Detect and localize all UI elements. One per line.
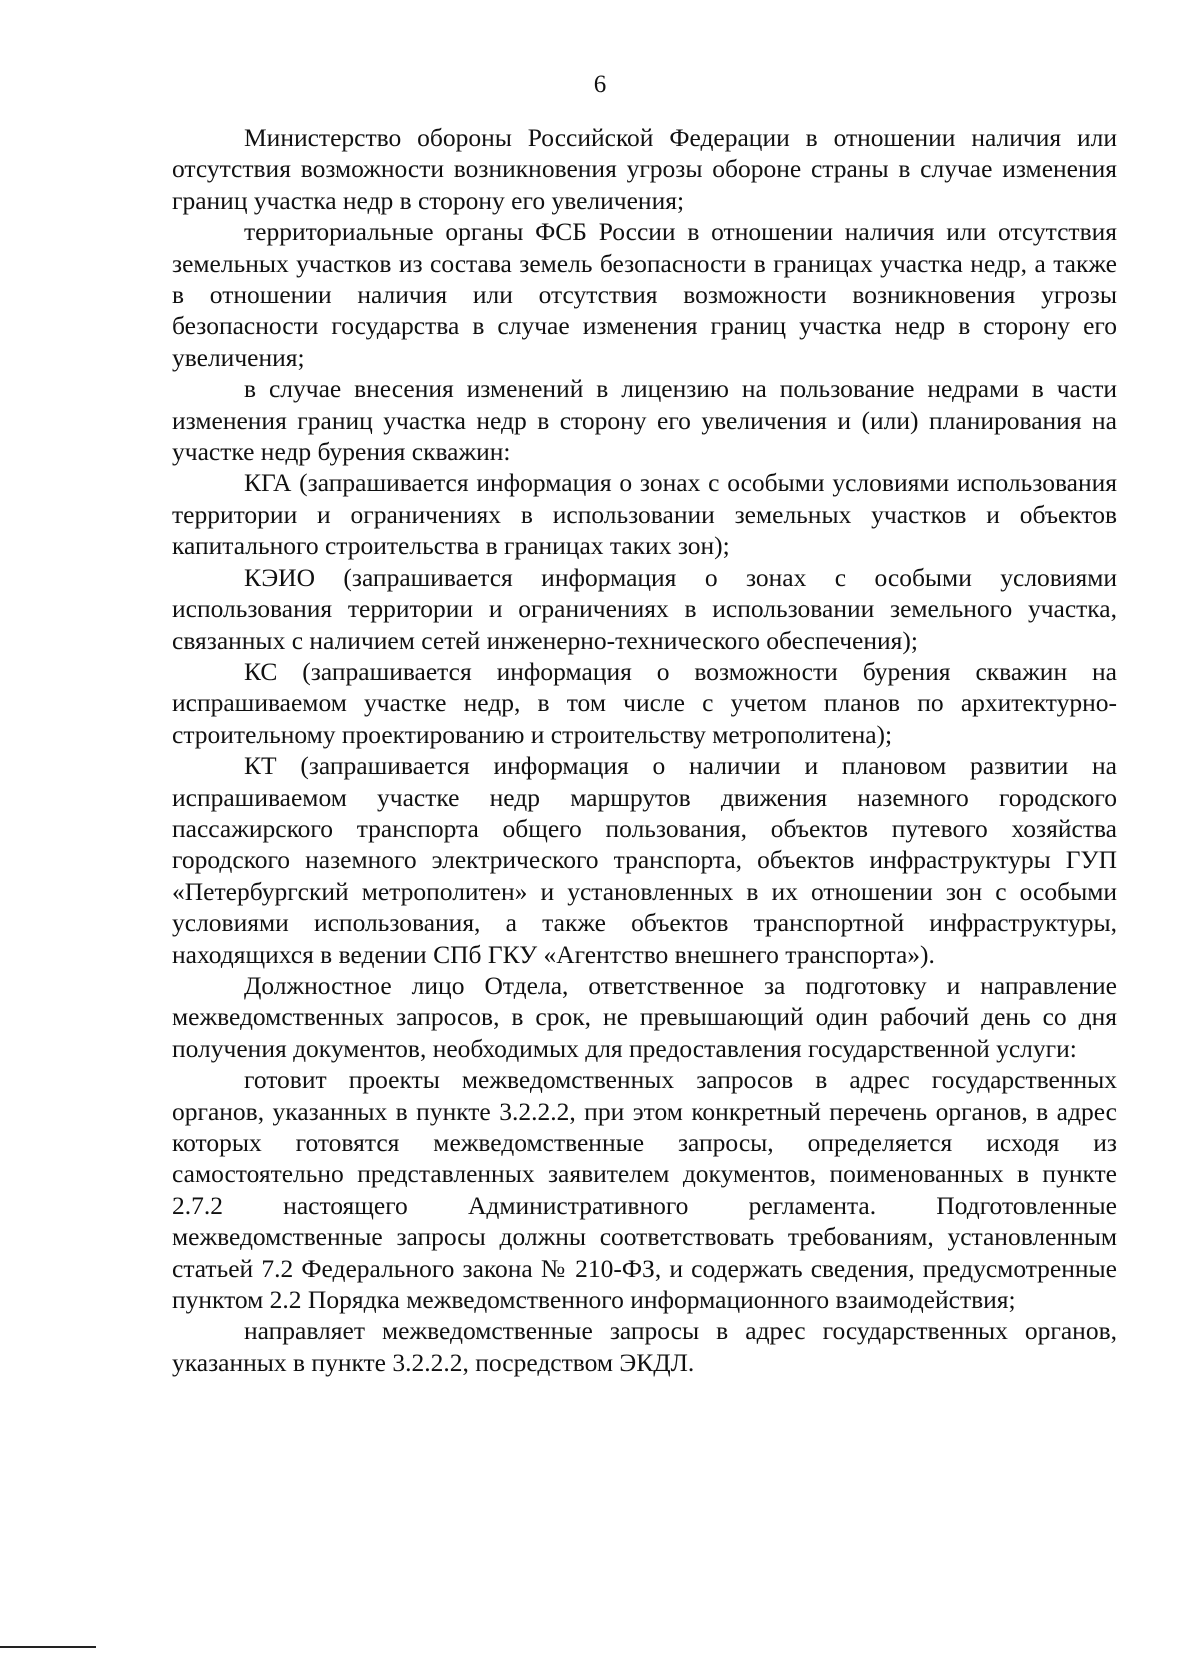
page-number: 6 bbox=[593, 71, 607, 98]
paragraph-official: Должностное лицо Отдела, ответственное за подготовку и направление межведомственных запросов, в срок, не превышающий один рабочий день со дня получения документов, необходимых для предоставления государственной услуги: bbox=[172, 970, 1117, 1063]
paragraph-ministry-of-defense: Министерство обороны Российской Федерации в отношении наличия или отсутствия возможности возникновения угрозы обороне страны в случае изменения границ участка недр в сторону его увеличения; bbox=[172, 123, 1117, 215]
paragraph-license-changes: в случае внесения изменений в лицензию на пользование недрами в части изменения границ участка недр в сторону его увеличения и (или) планирования на участке недр бурения скважин: bbox=[172, 374, 1117, 467]
paragraph-kt: КТ (запрашивается информация о наличии и плановом развитии на испрашиваемом участке недр маршрутов движения наземного городского пассажирского транспорта общего пользования, объектов путевого хозяйства городского наземного электрического транспорта, объектов инфраструктуры ГУП «Петербургский метрополитен» и установленных в их отношении зон с особыми условиями использования, а также объектов транспортной инфраструктуры, находящихся в ведении СПб ГКУ «Агентство внешнего транспорта»). bbox=[172, 751, 1117, 969]
scan-edge-mark bbox=[0, 1646, 96, 1648]
document-body bbox=[172, 122, 1117, 1378]
paragraph-ks: КС (запрашивается информация о возможности бурения скважин на испрашиваемом участке недр, в том числе с учетом планов по архитектурно-строительному проектированию и строительству метрополитена); bbox=[172, 656, 1117, 749]
paragraph-prepares-requests: готовит проекты межведомственных запросов в адрес государственных органов, указанных в пункте 3.2.2.2, при этом конкретный перечень органов, в адрес которых готовятся межведомственные запросы, определяется исходя из самостоятельно представленных заявителем документов, поименованных в пункте 2.7.2 настоящего Административного регламента. Подготовленные межведомственные запросы должны соответствовать требованиям, установленным статьей 7.2 Федерального закона № 210-ФЗ, и содержать сведения, предусмотренные пунктом 2.2 Порядка межведомственного информационного взаимодействия; bbox=[172, 1065, 1117, 1315]
paragraph-kga: КГА (запрашивается информация о зонах с особыми условиями использования территории и ограничениях в использовании земельных участков и объектов капитального строительства в границах таких зон); bbox=[172, 468, 1117, 561]
paragraph-sends-requests: направляет межведомственные запросы в адрес государственных органов, указанных в пункте 3.2.2.2, посредством ЭКДЛ. bbox=[172, 1316, 1117, 1377]
paragraph-fsb: территориальные органы ФСБ России в отношении наличия или отсутствия земельных участков из состава земель безопасности в границах участка недр, а также в отношении наличия или отсутствия возможности возникновения угрозы безопасности государства в случае изменения границ участка недр в сторону его увеличения; bbox=[172, 217, 1117, 372]
paragraph-keio: КЭИО (запрашивается информация о зонах с особыми условиями использования территории и ограничениях в использовании земельного участка, связанных с наличием сетей инженерно-технического обеспечения); bbox=[172, 562, 1117, 655]
